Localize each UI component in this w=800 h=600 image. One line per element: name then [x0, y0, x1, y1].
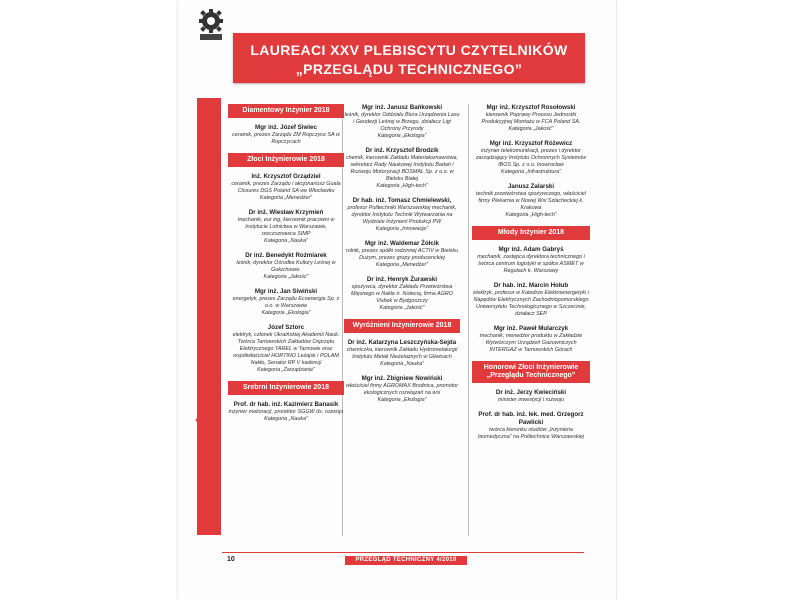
laureate-description: technik przetwórstwa spożywczego, właściciel firmy Piekarnia w Nowej Wsi Szlacheckiej k. Krakowa	[476, 191, 586, 211]
section-title: Wyróżnieni Inżynierowie 2018	[344, 319, 460, 333]
laureate-description: mechanik, menedżer produktu w Zakładzie Wytwórczym Urządzeń Gazowniczych INTERGAZ w Tarnowskich Górach	[479, 333, 583, 353]
laureate-entry	[472, 389, 590, 404]
laureate-entry	[472, 325, 590, 354]
laureate-name: Mgr inż. Krzysztof Rosołowski	[486, 104, 576, 111]
laureate-entry	[228, 252, 344, 281]
laureate-category: Kategoria „Jakość”	[508, 126, 554, 132]
laureate-category: Kategoria „Infrastruktura”	[501, 169, 561, 175]
laureate-name: Janusz Zalarski	[507, 183, 555, 190]
laureate-description: leśnik, dyrektor Ośrodka Kultury Leśnej w Gołuchowie.	[236, 260, 336, 273]
laureate-name: Mgr inż. Zbigniew Nowiński	[361, 375, 443, 382]
laureate-name: Józef Sztorc	[267, 324, 305, 331]
laureate-description: leśnik, dyrektor Oddziału Biura Urządzenia Lasu i Geodezji Leśnej w Brzegu, działacz Ligi Ochrony Przyrody	[344, 112, 460, 132]
side-title: ZŁOTY INŻYNIER 2018	[196, 286, 219, 530]
laureate-entry	[472, 140, 590, 176]
laureate-description: chemik, kierownik Zakładu Materiałoznawstwa, sekretarz Rady Naukowej Instytutu Badań i Rozwoju Motoryzacji BOSMAL Sp. z o.o. w Bielsku Białej	[345, 155, 459, 182]
laureate-name: Mgr inż. Adam Gabryś	[498, 246, 564, 253]
laureate-name: Prof. dr hab. inż. lek. med. Grzegorz Pawlicki	[478, 411, 584, 426]
laureate-category: Kategoria „Nauka”	[264, 416, 308, 422]
laureate-description: energetyk, prezes Zarządu Ecoenergia Sp. z o.o. w Warszawie	[232, 296, 340, 309]
laureate-category: Kategoria „Zarządzanie”	[257, 367, 315, 373]
laureate-category: Kategoria „Innowacje”	[375, 226, 429, 232]
laureate-category: Kategoria „Ekologia”	[261, 310, 311, 316]
laureate-entry	[344, 375, 460, 404]
gear-logo-icon	[196, 8, 226, 42]
laureate-description: minister inwestycji i rozwoju	[497, 397, 565, 403]
section-title: Honorowi Złoci Inżynierowie „Przeglądu Technicznego”	[472, 361, 590, 383]
laureate-description: twórca kierunku studiów „Inżynieria biomedyczna” na Politechnice Warszawskiej	[478, 427, 584, 440]
laureate-name: Mgr inż. Jan Siwiński	[254, 288, 318, 295]
laureate-category: Kategoria „Nauka”	[264, 238, 308, 244]
column-divider	[468, 104, 469, 536]
header-title-line1: LAUREACI XXV PLEBISCYTU CZYTELNIKÓW	[250, 42, 568, 58]
laureate-category: Kategoria „High-tech”	[376, 183, 428, 189]
laureate-entry	[344, 240, 460, 269]
laureate-entry	[228, 209, 344, 245]
laureate-entry	[344, 276, 460, 312]
laureate-description: właściciel firmy AGROMAX Brodnica, promotor ekologicznych rozwiązań na wsi	[345, 383, 459, 396]
laureate-entry	[228, 124, 344, 146]
laureate-name: Dr inż. Jerzy Kwieciński	[495, 389, 567, 396]
laureate-description: kierownik Poprawy Procesu Jednostki Produkcyjnej Montażu w FCA Poland SA.	[481, 112, 581, 125]
laureate-description: ceramik, prezes Zarządu i akcjonariusz Guala Closures DGS Poland SA we Włocławku	[231, 181, 341, 194]
laureate-name: Mgr inż. Paweł Mularczyk	[493, 325, 569, 332]
laureate-name: Dr hab. inż. Marcin Hołub	[493, 282, 569, 289]
header-banner	[233, 33, 585, 83]
laureate-name: Dr hab. inż. Tomasz Chmielewski,	[352, 197, 452, 204]
laureate-category: Kategoria „Ekologia”	[377, 133, 427, 139]
laureate-category: Kategoria „Nauka”	[380, 361, 424, 367]
column-1	[228, 104, 344, 430]
laureate-description: profesor Politechniki Warszawskiej mechanik, dyrektor Instytutu Technik Wytwarzania na Wydziale Inżynierii Produkcji PW	[347, 205, 457, 225]
laureate-description: spożywca, dyrektor Zakładu Przetwórstwa Mięsnego w Nakle n. Notecią, firma AGRO Visbek w Bydgoszczy	[351, 284, 453, 304]
laureate-name: Mgr inż. Waldemar Żółcik	[364, 240, 440, 247]
laureate-entry	[344, 104, 460, 140]
laureate-description: ceramik, prezes Zarządu ZM Ropczyce SA w Ropczycach	[232, 132, 340, 145]
laureate-entry	[228, 173, 344, 202]
laureate-description: inżynier melioracji, prorektor SGGW ds. rozwoju	[228, 409, 344, 415]
page-number: 10	[227, 556, 235, 563]
laureate-entry	[228, 324, 344, 374]
laureate-name: Prof. dr hab. inż. Kazimierz Banasik	[233, 401, 339, 408]
laureate-description: mechanik, zastępca dyrektora technicznego i twórca centrum logistyki w spółce ASMET w Regułach k. Warszawy	[477, 254, 585, 274]
laureate-category: Kategoria „Menedżer”	[259, 195, 313, 201]
laureate-category: Kategoria „High-tech”	[505, 212, 557, 218]
laureate-name: Mgr inż. Krzysztof Różewicz	[489, 140, 573, 147]
laureate-name: Dr inż. Krzysztof Brodzik	[365, 147, 439, 154]
laureate-name: Dr inż. Henryk Żurawski	[366, 276, 438, 283]
laureate-category: Kategoria „Menedżer”	[375, 262, 429, 268]
section-title: Srebrni Inżynierowie 2018	[228, 381, 344, 395]
header-title-line2: „PRZEGLĄDU TECHNICZNEGO”	[295, 61, 523, 77]
column-2	[344, 104, 460, 411]
section-title: Diamentowy Inżynier 2018	[228, 104, 344, 118]
column-3	[472, 104, 590, 448]
laureate-category: Kategoria „Jakość”	[263, 274, 309, 280]
laureate-entry	[228, 401, 344, 423]
laureate-description: elektryk, profesor w Katedrze Elektroenergetyki i Napędów Elektrycznych Zachodniopomorskiego Uniwersytetu Technologicznego w Szczecinie, działacz SEP	[473, 290, 589, 317]
laureate-category: Kategoria „Ekologia”	[377, 397, 427, 403]
laureate-entry	[344, 147, 460, 190]
laureate-name: Dr inż. Benedykt Roźmiarek	[245, 252, 327, 259]
laureate-category: Kategoria „Jakość”	[379, 305, 425, 311]
laureate-entry	[472, 246, 590, 275]
laureate-entry	[228, 288, 344, 317]
laureate-description: mechanik, eur ing, kierownik pracowni w Instytucie Lotnictwa w Warszawie, rzeczoznawca SIMP	[237, 217, 335, 237]
laureate-name: Mgr inż. Janusz Bańkowski	[361, 104, 443, 111]
laureate-description: rolnik, prezes spółki rodzinnej ACTIV w Bielsku Dużym, prezes grupy producenckiej	[345, 248, 459, 261]
journal-footer-label: PRZEGLĄD TECHNICZNY 4/2019	[345, 556, 467, 565]
laureate-name: Dr inż. Wiesław Krzymień	[248, 209, 324, 216]
laureate-entry	[472, 411, 590, 441]
footer-rule	[222, 552, 584, 553]
section-title: Złoci Inżynierowie 2018	[228, 153, 344, 167]
laureate-name: Inż. Krzysztof Grządziel	[251, 173, 321, 180]
section-title: Młody Inżynier 2018	[472, 226, 590, 240]
laureate-entry	[344, 339, 460, 368]
laureate-entry	[344, 197, 460, 233]
laureate-description: chemiczka, kierownik Zakładu Hydrometalurgii Instytutu Metali Nieżelaznych w Gliwicach	[346, 347, 458, 360]
laureate-entry	[472, 282, 590, 318]
laureate-name: Mgr inż. Józef Siwiec	[255, 124, 317, 131]
laureate-description: elektryk, członek Ukraińskiej Akademii Nauk. Twórca Tarnowskich Zakładów Osprzętu Elektrycznego TAREL w Tarnowie oraz współwłaściciel HORTINO Leżajsk i POLAM Nakło, Senator RP V kadencji	[232, 332, 340, 366]
laureate-entry	[472, 104, 590, 133]
laureate-description: inżynier telekomunikacji, prezes i dyrektor zarządzający Instytutu Ochronnych Systemów IBOS Sp. z o.o. Inowrocław	[475, 148, 587, 168]
laureate-name: Dr inż. Katarzyna Leszczyńska-Sejda	[347, 339, 457, 346]
laureate-entry	[472, 183, 590, 219]
